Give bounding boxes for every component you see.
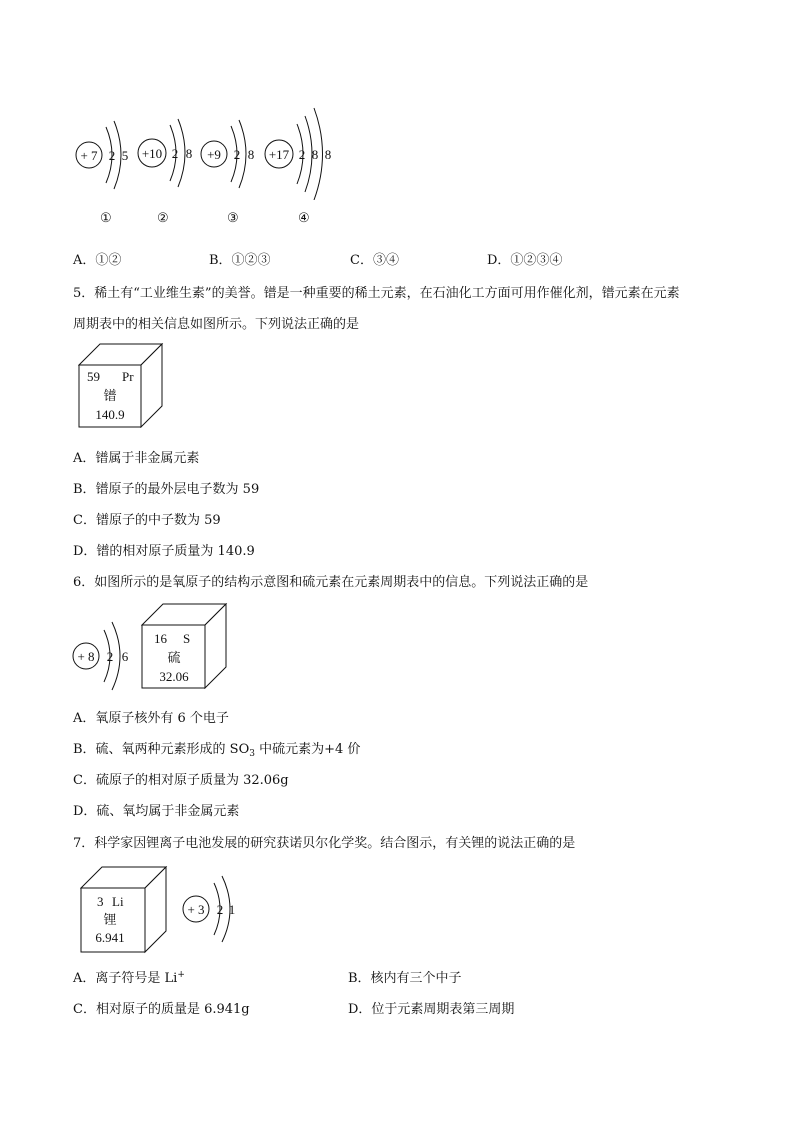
- q7-option-c[interactable]: C．相对原子的质量是 6.941g: [73, 1002, 250, 1017]
- shell-count: 8: [247, 147, 255, 162]
- q7-option-a[interactable]: [73, 967, 185, 986]
- element-symbol: Li: [112, 894, 124, 909]
- shell-count: 2: [171, 146, 179, 161]
- nucleus-label: +10: [141, 146, 163, 161]
- nucleus-label: + 3: [187, 902, 205, 917]
- q7-option-b[interactable]: B．核内有三个中子: [348, 971, 462, 986]
- oxygen-atom-diagram: [68, 618, 138, 696]
- nucleus-label: + 7: [80, 148, 98, 163]
- q4-label-4: ④: [298, 211, 310, 226]
- element-name: 锂: [103, 912, 117, 927]
- q4-option-b[interactable]: B．①②③: [209, 253, 271, 268]
- q5-option-b[interactable]: B．镨原子的最外层电子数为 59: [73, 482, 260, 497]
- q6-option-b[interactable]: [73, 738, 360, 759]
- q7-stem: 7．科学家因锂离子电池发展的研究获诺贝尔化学奖。结合图示，有关锂的说法正确的是: [73, 836, 576, 851]
- lithium-atom-diagram: [180, 873, 250, 943]
- q5-option-d[interactable]: D．镨的相对原子质量为 140.9: [73, 544, 255, 559]
- q6-option-c[interactable]: C．硫原子的相对原子质量为 32.06g: [73, 773, 289, 788]
- atom-diagram-2: [138, 119, 192, 187]
- q4-option-c[interactable]: C．③④: [350, 253, 399, 268]
- element-name: 硫: [167, 650, 181, 665]
- shell-count: 8: [324, 147, 332, 162]
- shell-count: 5: [121, 148, 129, 163]
- element-symbol: S: [183, 631, 191, 646]
- q7-option-d[interactable]: D．位于元素周期表第三周期: [348, 1002, 515, 1017]
- atomic-number: 59: [87, 369, 100, 384]
- q5-element-cube: [78, 343, 168, 428]
- q6-option-d[interactable]: D．硫、氧均属于非金属元素: [73, 804, 240, 819]
- shell-count: 2: [216, 902, 224, 917]
- shell-count: 2: [298, 147, 306, 162]
- atomic-mass: 140.9: [95, 407, 125, 422]
- shell-count: 8: [311, 147, 319, 162]
- element-symbol: Pr: [122, 369, 134, 384]
- shell-count: 8: [185, 146, 193, 161]
- q4-label-3: ③: [227, 211, 239, 226]
- shell-count: 6: [121, 649, 129, 664]
- subscript: 3: [249, 749, 255, 759]
- q6-option-b-text: B．硫、氧两种元素形成的 SO: [73, 742, 250, 757]
- q6-element-cube: [141, 603, 231, 689]
- element-name: 镨: [103, 388, 117, 403]
- atomic-number: 3: [97, 894, 104, 909]
- q6-option-b-rest: 中硫元素为+4 价: [254, 742, 361, 757]
- q4-label-2: ②: [157, 211, 169, 226]
- nucleus-label: +17: [268, 147, 290, 162]
- q6-stem: 6．如图所示的是氧原子的结构示意图和硫元素在元素周期表中的信息。下列说法正确的是: [73, 575, 589, 590]
- shell-count: 1: [228, 902, 236, 917]
- q4-label-1: ①: [100, 211, 112, 226]
- shell-count: 2: [106, 649, 114, 664]
- q5-option-c[interactable]: C．镨原子的中子数为 59: [73, 513, 221, 528]
- q5-stem-line-2: 周期表中的相关信息如图所示。下列说法正确的是: [73, 317, 360, 332]
- q4-atom-diagrams: [60, 100, 360, 200]
- q7-element-cube: [80, 866, 172, 954]
- q4-option-d[interactable]: D．①②③④: [487, 253, 563, 268]
- q5-option-a[interactable]: A．镨属于非金属元素: [73, 451, 200, 466]
- shell-count: 2: [233, 147, 241, 162]
- q4-option-a[interactable]: A．①②: [73, 253, 122, 268]
- atom-diagram-1: [76, 121, 128, 189]
- q5-stem-line-1: 5．稀土有“工业维生素”的美誉。镨是一种重要的稀土元素，在石油化工方面可用作催化剂，镨元素在元素: [73, 286, 680, 301]
- nucleus-label: + 8: [77, 649, 95, 664]
- atomic-mass: 32.06: [159, 669, 189, 684]
- atomic-mass: 6.941: [95, 930, 125, 945]
- superscript: +: [177, 970, 185, 980]
- shell-count: 2: [108, 148, 116, 163]
- q6-option-a[interactable]: A．氧原子核外有 6 个电子: [73, 711, 229, 726]
- nucleus-label: +9: [207, 147, 221, 162]
- atom-diagram-4: [265, 108, 331, 200]
- atomic-number: 16: [154, 631, 167, 646]
- atom-diagram-3: [201, 120, 254, 188]
- q7-option-a-text: A．离子符号是 Li: [73, 971, 178, 986]
